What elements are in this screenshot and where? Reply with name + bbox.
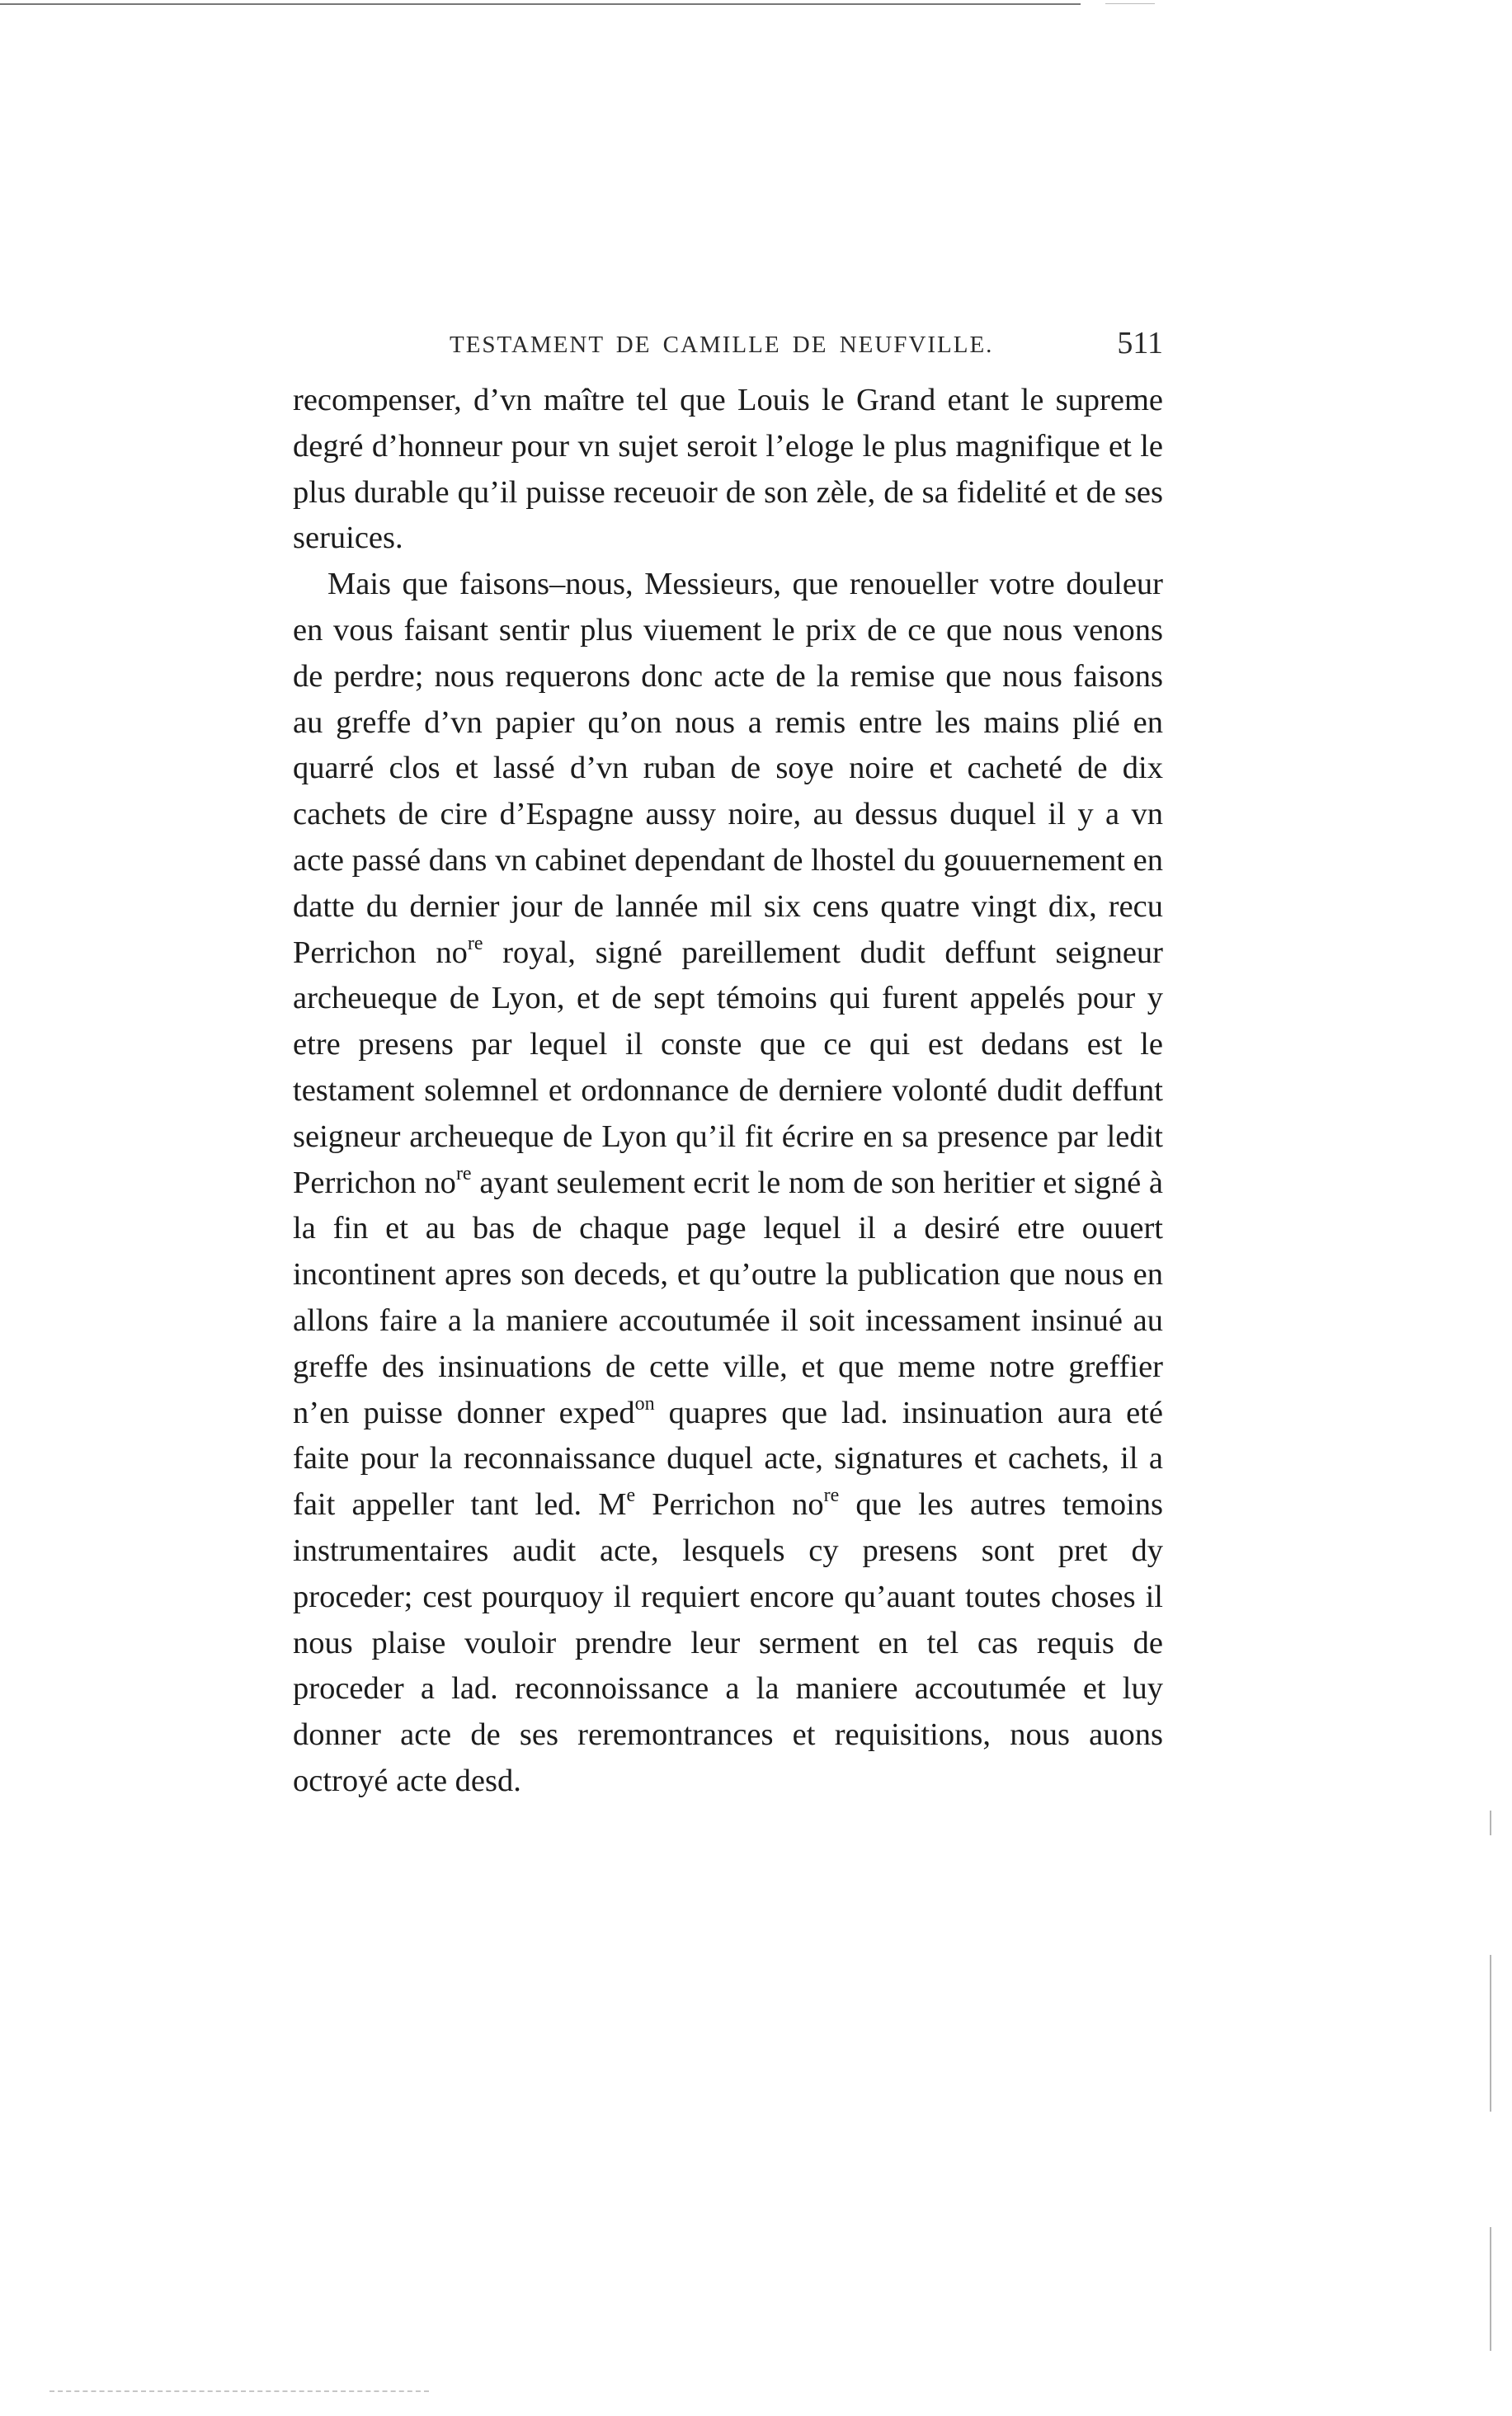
- top-edge-rule-fragment: [1105, 3, 1155, 4]
- text-run: ayant seulement ecrit le nom de son heritier et signé à la fin et au bas de chaque page lequel il a desiré etre ouuert incontinent apres son deceds, et qu’outre la publication que nous en allons faire a la maniere accoutumée il soit incessament insinué au greffe des insinuations de cette ville, et que meme notre greffier n’en puisse donner exped: [293, 1165, 1163, 1430]
- top-edge-rule: [0, 3, 1081, 5]
- superscript-abbreviation: re: [455, 1162, 472, 1184]
- text-run: Mais que faisons–nous, Messieurs, que renoueller votre douleur en vous faisant sentir plus viuement le prix de ce que nous venons de perdre; nous requerons donc acte de la remise que nous faisons au greffe d’vn papier qu’on nous a remis entre les mains plié en quarré clos et lassé d’vn ruban de soye noire et cacheté de dix cachets de cire d’Espagne aussy noire, au dessus duquel il y a vn acte passé dans vn cabinet dependant de lhostel du gouuernement en datte du dernier jour de lannée mil six cens quatre vingt dix, recu Perrichon no: [293, 567, 1163, 970]
- margin-line: [1490, 2227, 1491, 2351]
- text-run: quapres que lad. insinuation aura eté faite pour la reconnaissance duquel acte, signatures et cachets, il a fait appeller tant led. M: [293, 1395, 1163, 1523]
- superscript-abbreviation: re: [823, 1485, 840, 1507]
- paragraph-continuation: recompenser, d’vn maître tel que Louis le Grand etant le supreme degré d’honneur pour vn sujet seroit l’eloge le plus magnifique et le plus durable qu’il puisse receuoir de son zèle, de sa fidelité et de ses seruices.: [293, 383, 1163, 556]
- running-head: [293, 326, 1163, 368]
- superscript-abbreviation: e: [626, 1485, 636, 1507]
- superscript-abbreviation: on: [634, 1392, 655, 1415]
- page-number: 511: [1117, 326, 1163, 360]
- margin-line: [1490, 1955, 1491, 2112]
- paragraph-requisition: [293, 562, 1163, 1805]
- text-run: royal, signé pareillement dudit deffunt seigneur archeueque de Lyon, et de sept témoins qui furent appelés pour y etre presens par lequel il conste que ce qui est dedans est le testament solemnel et ordonnance de derniere volonté dudit deffunt seigneur archeueque de Lyon qu’il fit écrire en sa presence par ledit Perrichon no: [293, 935, 1163, 1200]
- text-run: que les autres temoins instrumentaires audit acte, lesquels cy presens sont pret dy proceder; cest pourquoy il requiert encore qu’auant toutes choses il nous plaise vouloir prendre leur serment en tel cas requis de proceder a lad. reconnoissance a la maniere accoutumée et luy donner acte de ses reremontrances et requisitions, nous auons octroyé acte desd.: [293, 1487, 1163, 1798]
- text-run: Perrichon no: [635, 1487, 824, 1523]
- bottom-edge-marks: [49, 2390, 429, 2392]
- body-text: [293, 378, 1163, 1805]
- margin-mark: [1490, 1811, 1491, 1835]
- superscript-abbreviation: re: [467, 932, 483, 954]
- running-title: TESTAMENT DE CAMILLE DE NEUFVILLE.: [450, 332, 994, 358]
